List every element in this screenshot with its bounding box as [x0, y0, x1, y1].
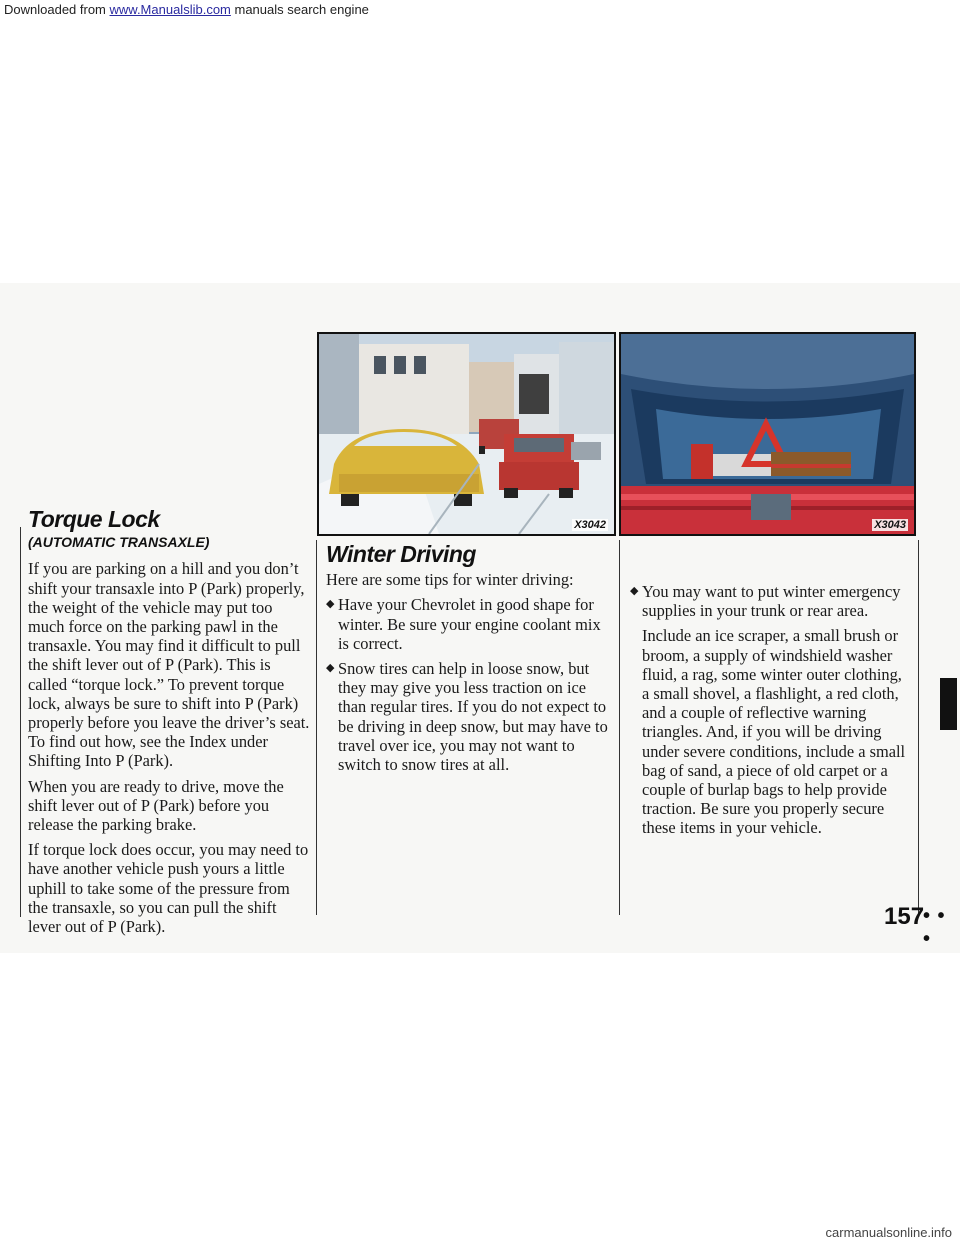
- supplies-paragraph: Include an ice scraper, a small brush or broom, a supply of windshield washer fluid, a rag, some winter outer clothing, a small shovel, a flashlight, a red cloth, and a couple of reflective warning triangles. And, if you will be driving under severe conditions, include a small bag of sand, a piece of old carpet or a couple of burlap bags to help provide traction. Be sure you properly secure these items in your vehicle.: [642, 626, 906, 838]
- diamond-bullet-icon: ◆: [326, 598, 335, 611]
- torque-lock-paragraph-2: When you are ready to drive, move the shift lever out of P (Park) before you release the parking brake.: [28, 776, 284, 835]
- trunk-supplies-photo: [619, 332, 916, 536]
- section-tab-marker: [940, 678, 957, 730]
- winter-street-photo: [317, 332, 616, 536]
- trunk-illustration: [621, 334, 914, 534]
- street-figure-label: X3042: [574, 519, 606, 531]
- header-prefix: Downloaded from: [4, 2, 110, 17]
- list-item: [630, 582, 910, 620]
- list-item: [326, 659, 613, 774]
- torque-lock-subtitle: (AUTOMATIC TRANSAXLE): [28, 534, 210, 551]
- winter-driving-section: [326, 541, 613, 780]
- winter-tip-1: Have your Chevrolet in good shape for winter. Be sure your engine coolant mix is correct.: [338, 595, 601, 653]
- winter-tip-2: Snow tires can help in loose snow, but they may give you less traction on ice than regular tires. If you do not expect to be driving in deep snow, but may have to travel over ice, you may not want to switch to snow tires at all.: [338, 659, 608, 775]
- winter-tip-3: You may want to put winter emergency supplies in your trunk or rear area.: [642, 582, 901, 621]
- column-rule-middle: [316, 540, 317, 915]
- emergency-supplies-section: [630, 582, 910, 844]
- torque-lock-paragraph-1: If you are parking on a hill and you don’t shift your transaxle into P (Park) properly, the weight of the vehicle may put too much force on the parking pawl in the transaxle. You may find it difficult to pull the shift lever out of P (Park). This is called “torque lock.” To prevent torque lock, always be sure to shift into P (Park) properly before you leave the driver’s seat. To find out how, see the Index under Shifting Into P (Park).: [28, 559, 310, 771]
- winter-driving-title: Winter Driving: [326, 541, 476, 567]
- header-suffix: manuals search engine: [230, 2, 369, 17]
- page-number: 157: [884, 903, 925, 930]
- diamond-bullet-icon: ◆: [630, 585, 639, 597]
- watermark: carmanualsonline.info: [825, 1225, 952, 1240]
- torque-lock-paragraph-3: If torque lock does occur, you may need to have another vehicle push yours a little uphill to take some of the pressure from the transaxle, so you can pull the shift lever out of P (Park).: [28, 840, 309, 937]
- trunk-figure-label: X3043: [874, 519, 906, 531]
- torque-lock-title: Torque Lock: [28, 506, 160, 532]
- torque-lock-section: [28, 506, 311, 942]
- column-rule-left: [20, 527, 21, 917]
- list-item: [326, 595, 613, 653]
- diamond-bullet-icon: ◆: [326, 662, 335, 675]
- page-continuation-dots: • • •: [923, 905, 946, 950]
- street-scene-illustration: [319, 334, 614, 534]
- winter-driving-intro: Here are some tips for winter driving:: [326, 570, 574, 590]
- column-rule-right-b: [918, 540, 919, 915]
- column-rule-right-a: [619, 540, 620, 915]
- manualslib-link[interactable]: www.Manualslib.com: [109, 2, 231, 17]
- download-header: [4, 2, 369, 17]
